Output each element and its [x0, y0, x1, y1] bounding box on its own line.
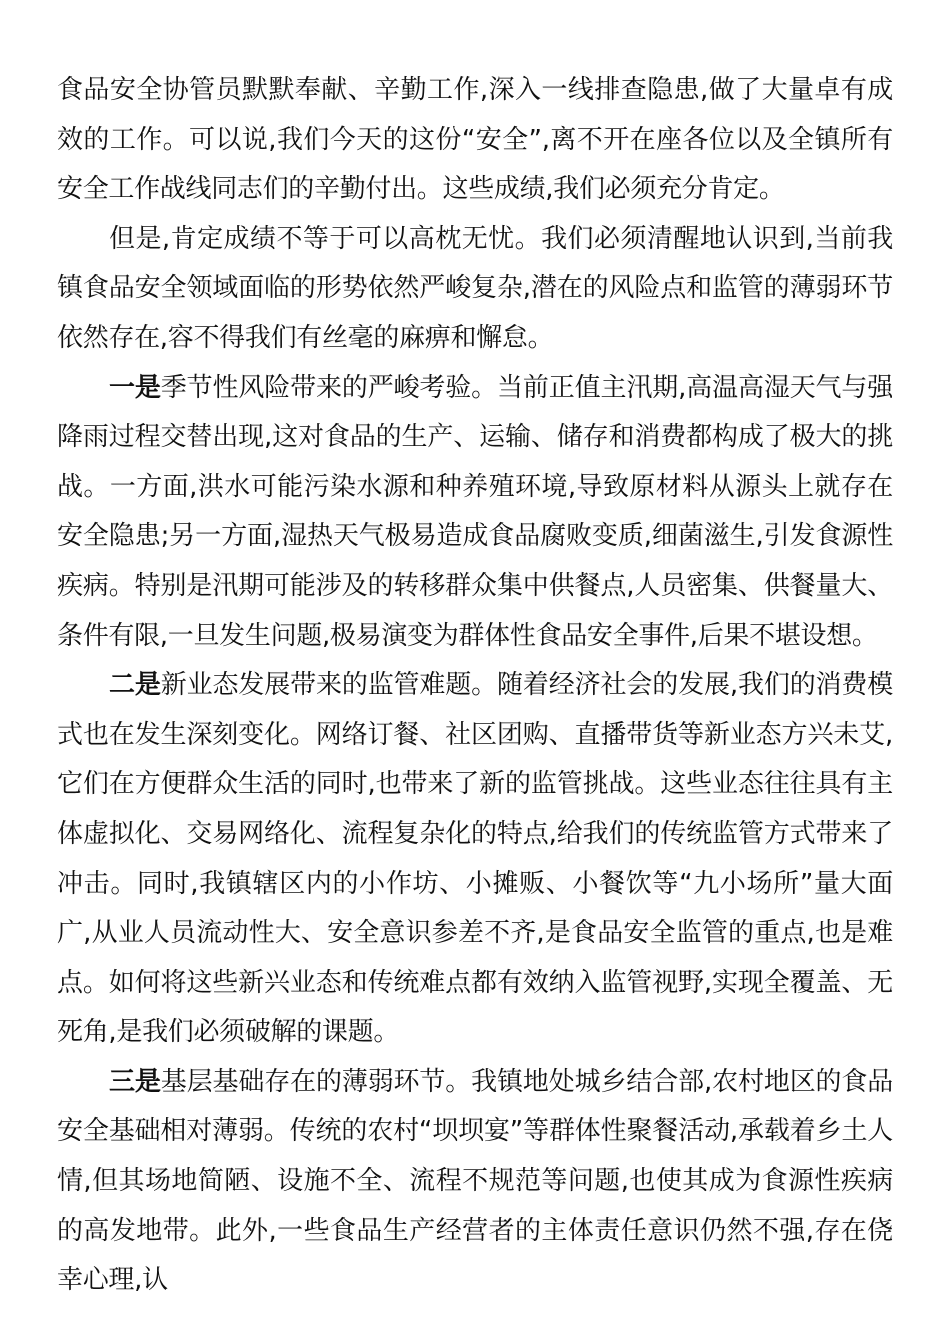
document-page — [57, 66, 893, 1306]
paragraph-1 — [57, 66, 893, 215]
paragraph-4-lead: 二是 — [109, 670, 161, 701]
paragraph-4 — [57, 661, 893, 1058]
paragraph-3 — [57, 364, 893, 662]
paragraph-5-text: 基层基础存在的薄弱环节。我镇地处城乡结合部,农村地区的食品安全基础相对薄弱。传统的农村“坝坝宴”等群体性聚餐活动,承载着乡土人情,但其场地简陋、设施不全、流程不规范等问题,也使其成为食源性疾病的高发地带。此外,一些食品生产经营者的主体责任意识仍然不强,存在侥幸心理,认 — [57, 1066, 893, 1296]
paragraph-3-text: 季节性风险带来的严峻考验。当前正值主汛期,高温高湿天气与强降雨过程交替出现,这对食品的生产、运输、储存和消费都构成了极大的挑战。一方面,洪水可能污染水源和种养殖环境,导致原材料从源头上就存在安全隐患;另一方面,湿热天气极易造成食品腐败变质,细菌滋生,引发食源性疾病。特别是汛期可能涉及的转移群众集中供餐点,人员密集、供餐量大、条件有限,一旦发生问题,极易演变为群体性食品安全事件,后果不堪设想。 — [57, 372, 893, 651]
paragraph-2 — [57, 215, 893, 364]
paragraph-3-lead: 一是 — [109, 372, 161, 403]
paragraph-4-text: 新业态发展带来的监管难题。随着经济社会的发展,我们的消费模式也在发生深刻变化。网络订餐、社区团购、直播带货等新业态方兴未艾,它们在方便群众生活的同时,也带来了新的监管挑战。这些业态往往具有主体虚拟化、交易网络化、流程复杂化的特点,给我们的传统监管方式带来了冲击。同时,我镇辖区内的小作坊、小摊贩、小餐饮等“九小场所”量大面广,从业人员流动性大、安全意识参差不齐,是食品安全监管的重点,也是难点。如何将这些新兴业态和传统难点都有效纳入监管视野,实现全覆盖、无死角,是我们必须破解的课题。 — [57, 670, 893, 1048]
paragraph-1-text: 食品安全协管员默默奉献、辛勤工作,深入一线排查隐患,做了大量卓有成效的工作。可以说,我们今天的这份“安全”,离不开在座各位以及全镇所有安全工作战线同志们的辛勤付出。这些成绩,我们必须充分肯定。 — [57, 75, 893, 205]
paragraph-2-text: 但是,肯定成绩不等于可以高枕无忧。我们必须清醒地认识到,当前我镇食品安全领域面临的形势依然严峻复杂,潜在的风险点和监管的薄弱环节依然存在,容不得我们有丝毫的麻痹和懈怠。 — [57, 223, 893, 353]
paragraph-5 — [57, 1058, 893, 1306]
paragraph-5-lead: 三是 — [109, 1066, 161, 1097]
